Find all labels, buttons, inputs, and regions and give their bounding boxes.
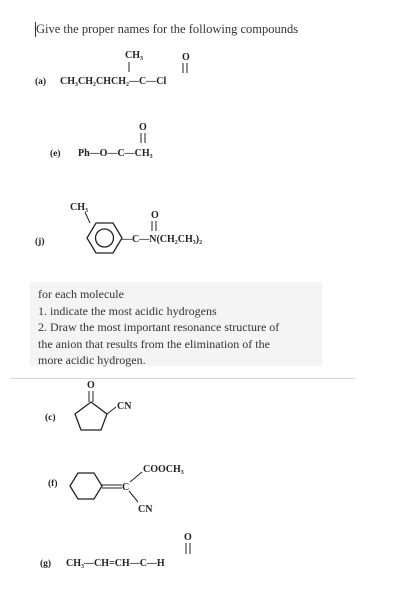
compound-a-oxygen: O — [182, 52, 190, 63]
molecule-f-ester-bond — [130, 472, 142, 482]
compound-j-structure — [30, 196, 270, 256]
molecule-c-structure — [40, 378, 190, 438]
molecule-f-alkene-carbon: C — [122, 482, 130, 493]
compound-j-aromatic-circle — [96, 229, 114, 247]
compound-a-label: (a) — [35, 77, 47, 87]
molecule-g-label: (g) — [40, 559, 52, 569]
instruction-line-2: 1. indicate the most acidic hydrogens — [38, 303, 217, 318]
molecule-c-cyclopentanone-ring — [75, 402, 107, 430]
molecule-c-cn-bond — [107, 407, 116, 414]
molecule-c-label: (c) — [45, 413, 56, 423]
compound-a-methyl: CH₃ — [125, 50, 143, 61]
compound-j-benzene-ring — [87, 223, 122, 253]
instruction-line-1: for each molecule — [38, 287, 124, 301]
molecule-g-formula: CH₃—CH=CH—C—H — [66, 558, 165, 569]
instruction-line-4: the anion that results from the elimination of the — [38, 336, 270, 351]
compound-a-structure — [30, 48, 260, 100]
compound-j-oxygen: O — [151, 210, 159, 221]
molecule-f-cn-bond — [129, 491, 138, 502]
instruction-line-3: 2. Draw the most important resonance structure of — [38, 320, 280, 334]
compound-a-formula: CH₃CH₂CHCH₂—C—Cl — [60, 76, 167, 87]
molecule-f-ester: COOCH₃ — [143, 464, 184, 475]
compound-e-label: (e) — [50, 149, 61, 159]
compound-e-oxygen: O — [139, 122, 147, 133]
molecule-c-nitrile: CN — [117, 401, 132, 412]
question2-instructions — [30, 282, 322, 366]
compound-j-formula: —C—N(CH₂CH₃)₂ — [122, 234, 203, 245]
molecule-f-cyclohexane-ring — [70, 473, 102, 499]
instruction-line-5: more acidic hydrogen. — [38, 353, 146, 367]
question1-title: Give the proper names for the following compounds — [36, 22, 299, 36]
compound-e-structure — [30, 118, 210, 168]
molecule-g-oxygen: O — [184, 532, 192, 543]
molecule-f-structure — [40, 458, 230, 518]
molecule-c-oxygen: O — [87, 380, 95, 391]
compound-e-formula: Ph—O—C—CH₃ — [78, 148, 153, 159]
molecule-g-structure — [30, 528, 260, 578]
molecule-f-label: (f) — [48, 479, 58, 489]
compound-j-methyl: CH₃ — [70, 202, 88, 213]
molecule-f-nitrile: CN — [138, 504, 153, 515]
compound-j-label: (j) — [35, 237, 45, 247]
compound-j-methyl-bond — [85, 212, 90, 223]
